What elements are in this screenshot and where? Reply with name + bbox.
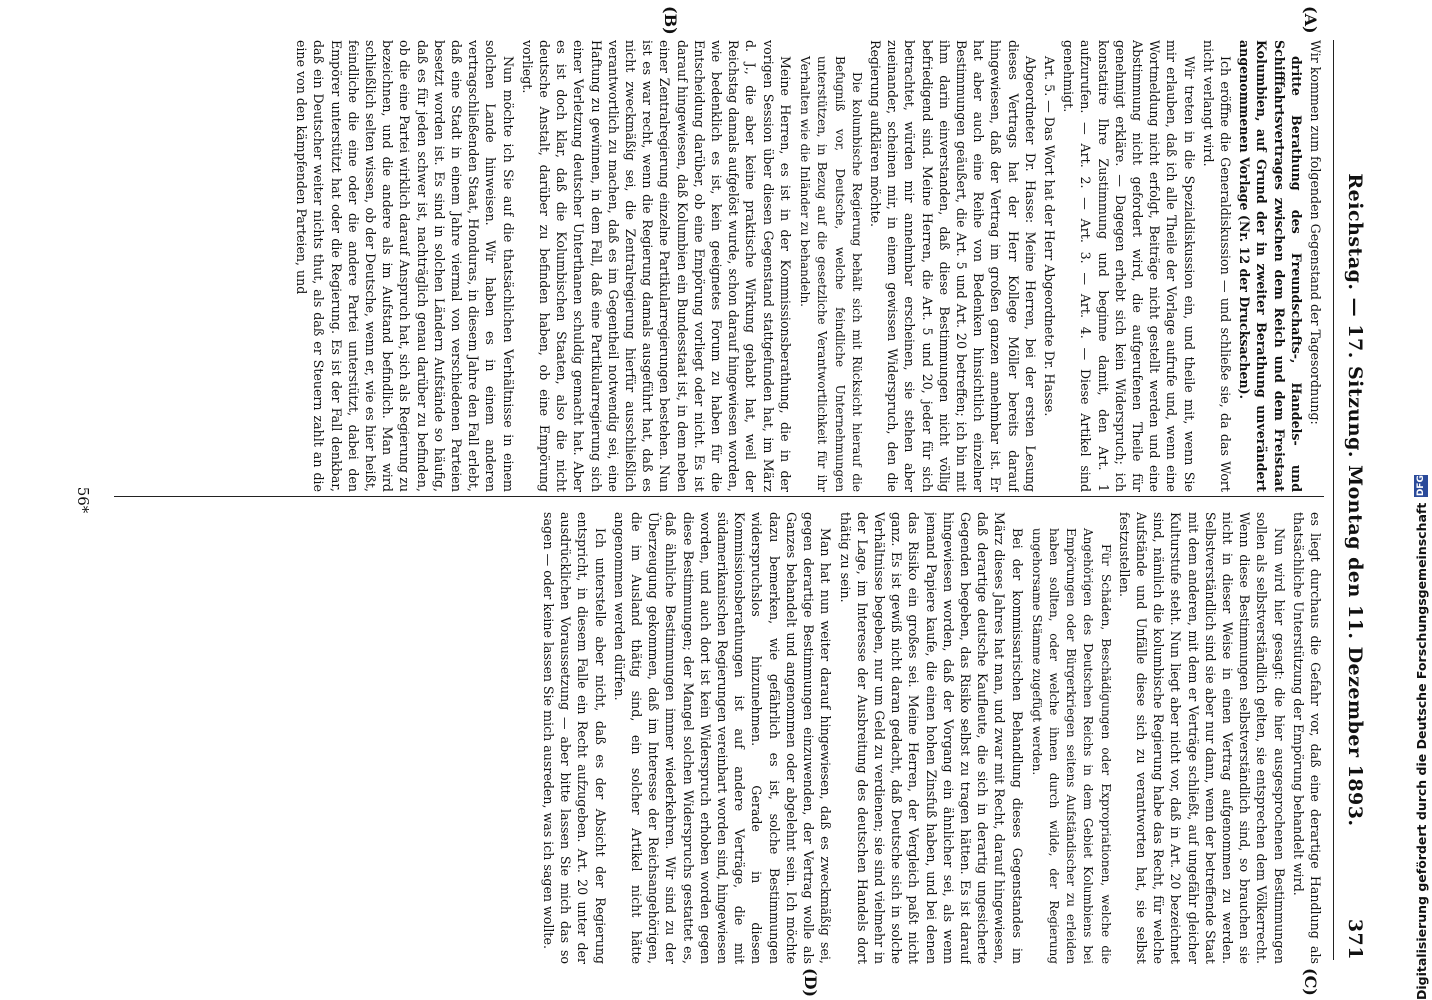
paragraph: Man hat nun weiter darauf hingewiesen, daß es zweckmäßig sei, gegen derartige Bestimmungen einzuwenden, der Vertrag wolle als Ganzes behandelt und angenommen oder abgelehnt sein. Ich möchte dazu bemerken, wie gefährlich es ist, solche Bestimmungen widerspruchslos hinzunehmen. Gerade in diesen Kommissionsberathungen ist auf andere Verträge, die mit südamerikanischen Regierungen vereinbart worden sind, hingewiesen worden, und auch dort ist kein Widerspruch erhoben worden gegen diese Bestimmungen; der Mangel solchen Widerspruchs gestattet es, daß ähnliche Bestimmungen immer wiederkehren. Wir sind zu der Überzeugung gekommen, daß im Interesse der Reichsangehörigen, die im Ausland thätig sind, ein solcher Artikel nicht hätte angenommen werden dürfen. (611, 512, 834, 964)
column-divider (114, 496, 1324, 497)
paragraph: Nun möchte ich Sie auf die thatsächlichen Verhältnisse in einem solchen Lande hinweisen. Wir haben es in einem anderen vertragschließenden Staat, Honduras, in diesem Jahre den Fall erlebt, daß eine Stadt in einem Jahre viermal von verschiedenen Parteien besetzt worden ist. Es sind in solchen Ländern Aufstände so häufig, daß es für jeden schwer ist, nachträglich genau darüber zu befinden, ob die eine Partei wirklich darauf Anspruch hat, sich als Regierung zu bezeichnen, und die andere als im Aufstand befindlich. Man wird schließlich selten wissen, ob der Deutsche, wenn er, wie es hier heißt, feindliche die eine oder die andere Partei unterstützt, dabei den Empörer unterstützt hat oder die Regierung. Es ist der Fall denkbar, daß ein Deutscher weiter nichts thut, als daß er Steuern zahlt an die eine von den kämpfenden Parteien, und (294, 40, 516, 492)
page-header (1338, 40, 1366, 960)
paragraph: Meine Herren, es ist in der Kommissionsberathung, die in der vorigen Session über diesen Gegenstand stattgefunden hat, im März d. J., die aber keine praktische Wirkung gehabt hat, weil der Reichstag damals aufgelöst wurde, schon darauf hingewiesen worden, wie bedenklich es ist, kein geeignetes Forum zu haben für die Entscheidung darüber, ob eine Empörung vorliegt oder nicht. Es ist darauf hingewiesen, daß Kolumbien ein Bundesstaat ist, in dem neben einer Zentralregierung einzelne Partikularregierungen bestehen. Nun ist es war recht, wenn die Regierung damals ausgeführt hat, daß es nicht zweckmäßig sei, die Zentralregierung hierfür ausschließlich verantwortlich zu machen, daß es im Gegentheil notwendig sei, eine Haftung zu gewinnen, in dem Fall, daß eine Partikularregierung sich einer Verletzung deutscher Unterthanen schuldig gemacht hat. Aber es ist doch klar, daß die Kolumbischen Staaten, also die nicht deutsche Anstalt, darüber zu befinden haben, ob eine Empörung vorliegt. (519, 40, 793, 492)
paragraph: Ich eröffne die Generaldiskussion — und schließe sie, da das Wort nicht verlangt wird. (1200, 40, 1233, 492)
paragraph-bold-heading: dritte Berathung des Freundschafts-, Handels- und Schifffahrtsvertrages zwischen dem Reich und dem Freistaat Kolumbien, auf Grund der in zweiter Berathung unverändert angenommenen Vorlage (Nr. 12 der Drucksachen). (1237, 40, 1304, 492)
paragraph: Wir treten in die Spezialdiskussion ein, und theile mit, wenn Sie mir erlauben, daß ich alle Theile der Vorlage aufrufe und, wenn eine Wortmeldung nicht erfolgt, Beiträge nicht gestellt werden und eine Abstimmung nicht gefordert wird, die aufgerufenen Theile für genehmigt erkläre. — Dagegen erhebt sich kein Widerspruch; ich konstatire Ihre Zustimmung und beginne damit, den Art. 1 aufzurufen. — Art. 2. — Art. 3. — Art. 4. — Diese Artikel sind genehmigt. (1061, 40, 1197, 492)
paragraph-quote: Die kolumbische Regierung behält sich mit Rücksicht hierauf die Befugniß vor, Deutsche, welche feindliche Unternehmungen unterstützen, in Bezug auf die gesetzliche Verantwortlichkeit für ihr Verhalten wie die Inländer zu behandeln. (798, 56, 864, 492)
page-header-title: Reichstag. — 17. Sitzung. Montag den 11. Dezember 1893. (1344, 173, 1366, 827)
paragraph-speaker: Abgeordneter Dr. Hasse: Meine Herren, bei der ersten Lesung dieses Vertrags hat der Herr Kollege Möller bereits darauf hingewiesen, daß der Vertrag im großen ganzen annehmbar ist. Er hat aber auch eine Reihe von Bedenken hinsichtlich einzelner Bestimmungen geäußert, die Art. 5 und Art. 20 betreffen; ich bin mit ihm darin einverstanden, daß diese Bestimmungen nicht völlig befriedigend sind. Meine Herren, die Art. 5 und 20, jeder für sich betrachtet, würden mir annehmbar erscheinen, sie stehen aber zueinander, scheinen mir, in einem gewissen Widerspruch, den die Regierung aufklären möchte. (867, 40, 1038, 492)
margin-mark-c: (C) (1301, 968, 1320, 996)
digitization-credit (1410, 0, 1432, 1000)
paragraph: Bei der kommissarischen Behandlung dieses Gegenstandes im März dieses Jahres hat man, und zwar mit Recht, darauf hingewiesen, daß derartige deutsche Kaufleute, die sich in derartig ungesicherte Gegenden begeben, das Risiko selbst zu tragen hätten. Es ist darauf hingewiesen worden, daß der Vorgang ein ähnlicher sei, als wenn jemand Papiere kaufe, die einen hohen Zinsfuß haben, und bei denen das Risiko ein großes sei. Meine Herren, der Vergleich paßt nicht ganz. Es ist gewiß nicht daran gedacht, daß Deutsche sich in solche Verhältnisse begeben, nur um Geld zu verdienen; sie sind vielmehr in der Lage, im Interesse der Ausbreitung des deutschen Handels dort thätig zu sein. (837, 512, 1025, 964)
paragraph: Ich unterstelle aber nicht, daß es der Absicht der Regierung entspricht, in diesem Falle ein Recht aufzugeben. Art. 20 unter der ausdrücklichen Voraussetzung — aber bitte lassen Sie mich das so sagen — oder keine lassen Sie mich ausreden, was ich sagen wollte. (541, 512, 608, 964)
paragraph: Wir kommen zum folgenden Gegenstand der Tagesordnung: (1308, 40, 1323, 425)
paragraph: Nun wird hier gesagt: die hier ausgesprochenen Bestimmungen sollen als selbstverständlich gelten, sie entsprechen dem Völkerrecht. Wenn diese Bestimmungen selbstverständlich sind, so brauchen sie nicht in dieser Weise in einen Vertrag aufgenommen zu werden. Selbstverständlich sind sie aber nur dann, wenn der betreffende Staat mit dem anderen, mit dem er Verträge schließt, auf ungefähr gleicher Kulturstufe steht. Nun liegt aber nicht vor, daß in Art. 20 bezeichnet sind, nämlich die kolumbische Regierung habe das Recht, für welche Aufstände und Unfälle diese sich zu verantworten hat, sie selbst festzustellen. (1116, 512, 1287, 964)
header-rule (1333, 40, 1334, 960)
margin-mark-a: (A) (1301, 6, 1320, 34)
left-text-column (114, 40, 1324, 492)
footer-page-number: 56* (74, 486, 92, 514)
margin-mark-d: (D) (801, 968, 820, 998)
paragraph: Art. 5. — Das Wort hat der Herr Abgeordnete Dr. Hasse. (1041, 56, 1057, 417)
right-text-column (114, 512, 1324, 964)
page-number: 371 (1344, 918, 1366, 960)
paragraph: es liegt durchaus die Gefahr vor, daß eine derartige Handlung als thatsächliche Unterstützung der Empörung behandelt wird. (1290, 512, 1323, 964)
paragraph-quote: Für Schäden, Beschädigungen oder Expropriationen, welche die Angehörigen des Deutschen Reichs in dem Gebiet Kolumbiens bei Empörungen oder Bürgerkriegen seitens Aufständischer zu erleiden haben sollten, oder welche ihnen durch wilde, der Regierung ungehorsame Stämme zugefügt werden. (1029, 528, 1113, 964)
margin-mark-b: (B) (661, 6, 680, 35)
digitization-credit-text: Digitalisierung gefördert durch die Deutsche Forschungsgemeinschaft (1413, 502, 1429, 1000)
dfg-logo-icon: DFG (1416, 475, 1426, 497)
